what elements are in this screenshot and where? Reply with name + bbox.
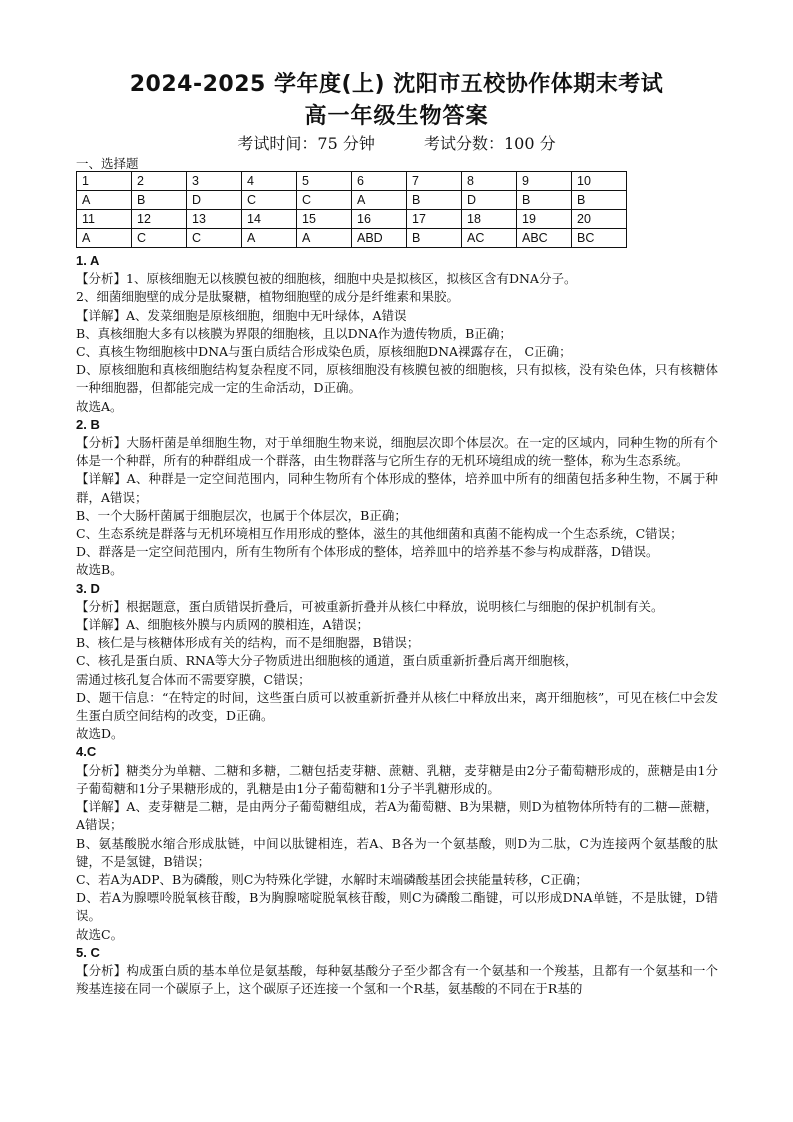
answer-cell: D (187, 191, 242, 210)
explanation-paragraph: D、若A为腺嘌呤脱氧核苷酸，B为胸腺嘧啶脱氧核苷酸，则C为磷酸二酯键，可以形成DNA单链，不是肽键，D错误。 (76, 890, 718, 924)
explanation-paragraph: C、核孔是蛋白质、RNA等大分子物质进出细胞核的通道，蛋白质重新折叠后离开细胞核， (76, 653, 578, 669)
explanation-paragraph: 【详解】A、种群是一定空间范围内，同种生物所有个体形成的整体，培养皿中所有的细菌包括多种生物，不属于种群，A错误； (76, 471, 718, 505)
answer-cell: A (242, 229, 297, 248)
explanation-body (76, 252, 718, 998)
explanation-paragraph: 【详解】A、细胞核外膜与内质网的膜相连，A错误； (76, 617, 370, 633)
question-number-row (77, 210, 627, 229)
answer-cell: ABD (352, 229, 407, 248)
question-number-cell: 6 (352, 172, 407, 191)
explanation-paragraph: D、题干信息：“在特定的时间，这些蛋白质可以被重新折叠并从核仁中释放出来，离开细胞核”，可见在核仁中会发生蛋白质空间结构的改变，D正确。 (76, 689, 718, 724)
document-subtitle: 高一年级生物答案 (304, 104, 489, 129)
answer-cell: D (462, 191, 517, 210)
question-number-cell: 13 (187, 210, 242, 229)
question-number-cell: 14 (242, 210, 297, 229)
explanation-paragraph: 【分析】1、原核细胞无以核膜包被的细胞核，细胞中央是拟核区，拟核区含有DNA分子。 (76, 271, 577, 287)
answer-cell: A (297, 229, 352, 248)
answer-cell: C (187, 229, 242, 248)
question-answer-heading: 5. C (76, 944, 100, 960)
exam-score: 考试分数：100 分 (423, 134, 556, 153)
explanation-paragraph: 【详解】A、麦芽糖是二糖，是由两分子葡萄糖组成，若A为葡萄糖、B为果糖，则D为植物体所特有的二糖—蔗糖，A错误； (76, 799, 718, 833)
answer-cell: BC (572, 229, 627, 248)
question-number-cell: 19 (517, 210, 572, 229)
question-number-cell: 20 (572, 210, 627, 229)
explanation-paragraph: 故选A。 (76, 398, 123, 414)
explanation-paragraph: 【详解】A、发菜细胞是原核细胞，细胞中无叶绿体，A错误 (76, 307, 407, 323)
answer-table (76, 171, 627, 248)
answer-cell: B (132, 191, 187, 210)
explanation-paragraph: 2、细菌细胞壁的成分是肽聚糖，植物细胞壁的成分是纤维素和果胶。 (76, 289, 459, 305)
explanation-paragraph: 故选B。 (76, 562, 123, 578)
question-number-cell: 7 (407, 172, 462, 191)
question-number-cell: 3 (187, 172, 242, 191)
answer-cell: A (77, 229, 132, 248)
question-number-cell: 15 (297, 210, 352, 229)
explanation-paragraph: B、核仁是与核糖体形成有关的结构，而不是细胞器，B错误； (76, 635, 420, 651)
question-answer-heading: 3. D (76, 580, 100, 596)
question-number-row (77, 172, 627, 191)
answer-cell: B (407, 191, 462, 210)
explanation-paragraph: C、生态系统是群落与无机环境相互作用形成的整体，滋生的其他细菌和真菌不能构成一个生态系统，C错误； (76, 526, 683, 542)
question-number-cell: 10 (572, 172, 627, 191)
explanation-paragraph: 需通过核孔复合体而不需要穿膜，C错误； (76, 671, 311, 687)
document-title: 2024-2025 学年度(上) 沈阳市五校协作体期末考试 (129, 72, 664, 97)
question-number-cell: 11 (77, 210, 132, 229)
answer-cell: B (572, 191, 627, 210)
question-number-cell: 4 (242, 172, 297, 191)
explanation-paragraph: B、一个大肠杆菌属于细胞层次，也属于个体层次，B正确； (76, 507, 407, 523)
answer-cell: A (77, 191, 132, 210)
question-number-cell: 2 (132, 172, 187, 191)
answer-row (77, 191, 627, 210)
answer-cell: B (517, 191, 572, 210)
question-number-cell: 17 (407, 210, 462, 229)
question-number-cell: 5 (297, 172, 352, 191)
exam-time: 考试时间：75 分钟 (237, 134, 375, 153)
explanation-paragraph: C、若A为ADP、B为磷酸，则C为特殊化学键，水解时末端磷酸基团会挟能量转移，C正确； (76, 871, 588, 887)
question-answer-heading: 4.C (76, 744, 97, 760)
explanation-paragraph: 故选C。 (76, 926, 124, 942)
answer-cell: AC (462, 229, 517, 248)
question-number-cell: 8 (462, 172, 517, 191)
question-number-cell: 16 (352, 210, 407, 229)
explanation-paragraph: 【分析】糖类分为单糖、二糖和多糖，二糖包括麦芽糖、蔗糖、乳糖，麦芽糖是由2分子葡萄糖形成的，蔗糖是由1分子葡萄糖和1分子果糖形成的，乳糖是由1分子葡萄糖和1分子半乳糖形成的。 (76, 762, 718, 796)
explanation-paragraph: B、氨基酸脱水缩合形成肽链，中间以肽键相连，若A、B各为一个氨基酸，则D为二肽，C为连接两个氨基酸的肽键，不是氢键，B错误； (76, 835, 718, 869)
explanation-paragraph: C、真核生物细胞核中DNA与蛋白质结合形成染色质，原核细胞DNA裸露存在， C正确； (76, 344, 572, 360)
exam-info (0, 133, 793, 155)
answer-cell: ABC (517, 229, 572, 248)
section-heading: 一、选择题 (76, 156, 139, 171)
answer-cell: C (242, 191, 297, 210)
explanation-paragraph: D、原核细胞和真核细胞结构复杂程度不同，原核细胞没有核膜包被的细胞核，只有拟核，没有染色体，只有核糖体一种细胞器，但都能完成一定的生命活动，D正确。 (76, 362, 718, 396)
explanation-paragraph: 【分析】根据题意，蛋白质错误折叠后，可被重新折叠并从核仁中释放，说明核仁与细胞的保护机制有关。 (76, 598, 664, 614)
explanation-paragraph: D、群落是一定空间范围内，所有生物所有个体形成的整体，培养皿中的培养基不参与构成群落，D错误。 (76, 544, 659, 560)
explanation-paragraph: 【分析】构成蛋白质的基本单位是氨基酸，每种氨基酸分子至少都含有一个氨基和一个羧基，且都有一个氨基和一个羧基连接在同一个碳原子上，这个碳原子还连接一个氢和一个R基，氨基酸的不同在于R基的 (76, 962, 718, 997)
answer-cell: A (352, 191, 407, 210)
answer-row (77, 229, 627, 248)
explanation-paragraph: 【分析】大肠杆菌是单细胞生物，对于单细胞生物来说，细胞层次即个体层次。在一定的区域内，同种生物的所有个体是一个种群，所有的种群组成一个群落，由生物群落与它所生存的无机环境组成的统一整体，称为生态系统。 (76, 435, 718, 469)
question-answer-heading: 2. B (76, 416, 100, 432)
question-answer-heading: 1. A (76, 253, 100, 268)
answer-cell: B (407, 229, 462, 248)
question-number-cell: 1 (77, 172, 132, 191)
explanation-paragraph: 故选D。 (76, 726, 124, 742)
question-number-cell: 18 (462, 210, 517, 229)
question-number-cell: 12 (132, 210, 187, 229)
answer-cell: C (297, 191, 352, 210)
question-number-cell: 9 (517, 172, 572, 191)
answer-cell: C (132, 229, 187, 248)
explanation-paragraph: B、真核细胞大多有以核膜为界限的细胞核，且以DNA作为遗传物质，B正确； (76, 325, 512, 341)
